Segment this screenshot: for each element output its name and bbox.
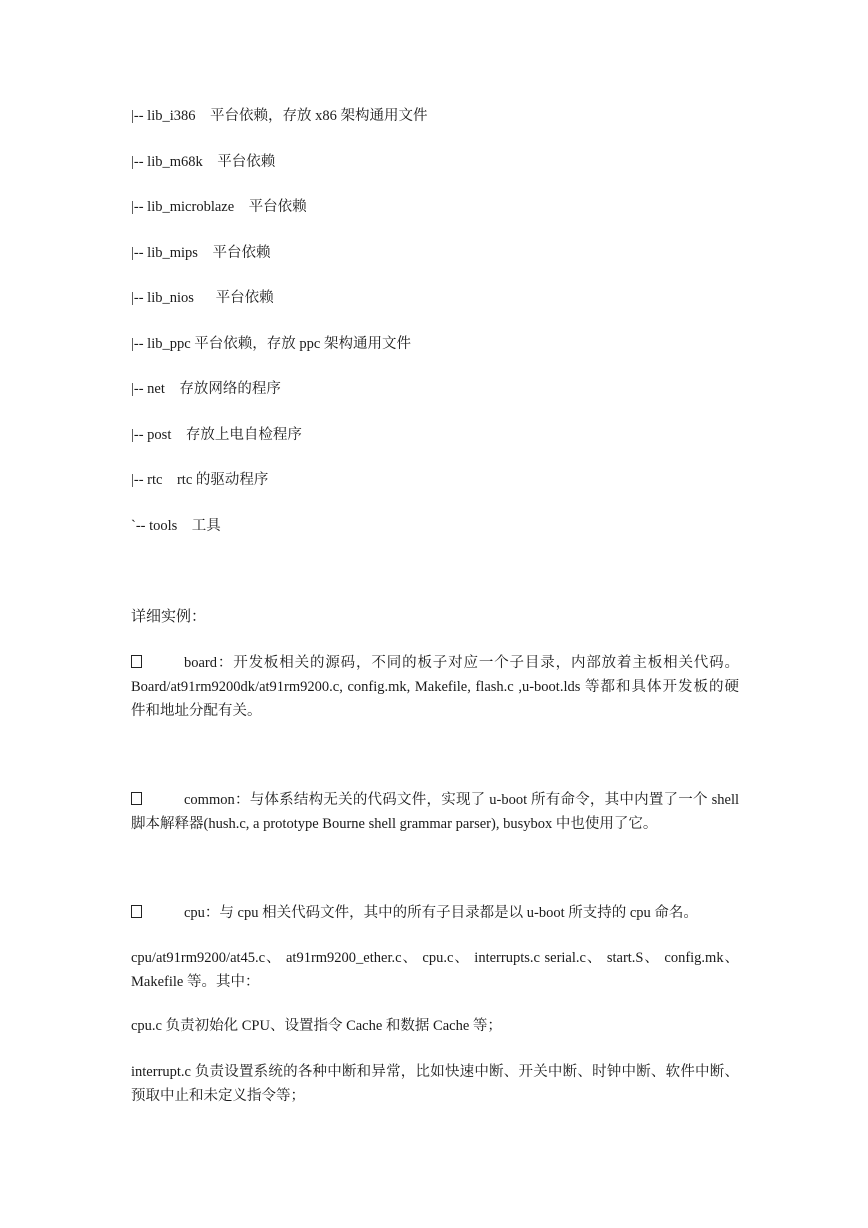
bullet-cpu	[131, 901, 739, 925]
bullet-common	[131, 788, 739, 836]
bullet-marker-icon	[131, 792, 142, 805]
tree-line-post: |-- post 存放上电自检程序	[131, 427, 302, 443]
bullet-common-text: common：与体系结构无关的代码文件，实现了 u-boot 所有命令，其中内置了一个 shell 脚本解释器(hush.c, a prototype Bourne shell grammar parser), busybox 中也使用了它。	[131, 792, 739, 832]
bullet-cpu-text: cpu：与 cpu 相关代码文件，其中的所有子目录都是以 u-boot 所支持的 cpu 命名。	[184, 905, 698, 921]
cpu-c-paragraph: cpu.c 负责初始化 CPU、设置指令 Cache 和数据 Cache 等；	[131, 1018, 502, 1034]
section-title: 详细实例：	[131, 609, 207, 625]
bullet-marker-icon	[131, 655, 142, 668]
tree-line-tools: `-- tools 工具	[131, 518, 221, 534]
tree-line-lib-i386: |-- lib_i386 平台依赖，存放 x86 架构通用文件	[131, 108, 428, 124]
bullet-board	[131, 651, 739, 723]
tree-line-net: |-- net 存放网络的程序	[131, 381, 281, 397]
tree-line-lib-m68k: |-- lib_m68k 平台依赖	[131, 154, 276, 170]
tree-line-lib-mips: |-- lib_mips 平台依赖	[131, 245, 271, 261]
bullet-marker-icon	[131, 905, 142, 918]
bullet-board-text: board：开发板相关的源码，不同的板子对应一个子目录，内部放着主板相关代码。Board/at91rm9200dk/at91rm9200.c, config.mk, Makefile, flash.c ,u-boot.lds 等都和具体开发板的硬件和地址分配有关。	[131, 655, 739, 719]
tree-line-lib-microblaze: |-- lib_microblaze 平台依赖	[131, 199, 307, 215]
tree-line-lib-nios: |-- lib_nios 平台依赖	[131, 290, 274, 306]
interrupt-c-paragraph: interrupt.c 负责设置系统的各种中断和异常，比如快速中断、开关中断、时钟中断、软件中断、预取中止和未定义指令等；	[131, 1064, 739, 1104]
tree-line-lib-ppc: |-- lib_ppc 平台依赖，存放 ppc 架构通用文件	[131, 336, 411, 352]
cpu-files-paragraph: cpu/at91rm9200/at45.c、 at91rm9200_ether.c、 cpu.c、 interrupts.c serial.c、 start.S、 config.mk、Makefile 等。其中：	[131, 950, 739, 990]
tree-line-rtc: |-- rtc rtc 的驱动程序	[131, 472, 269, 488]
